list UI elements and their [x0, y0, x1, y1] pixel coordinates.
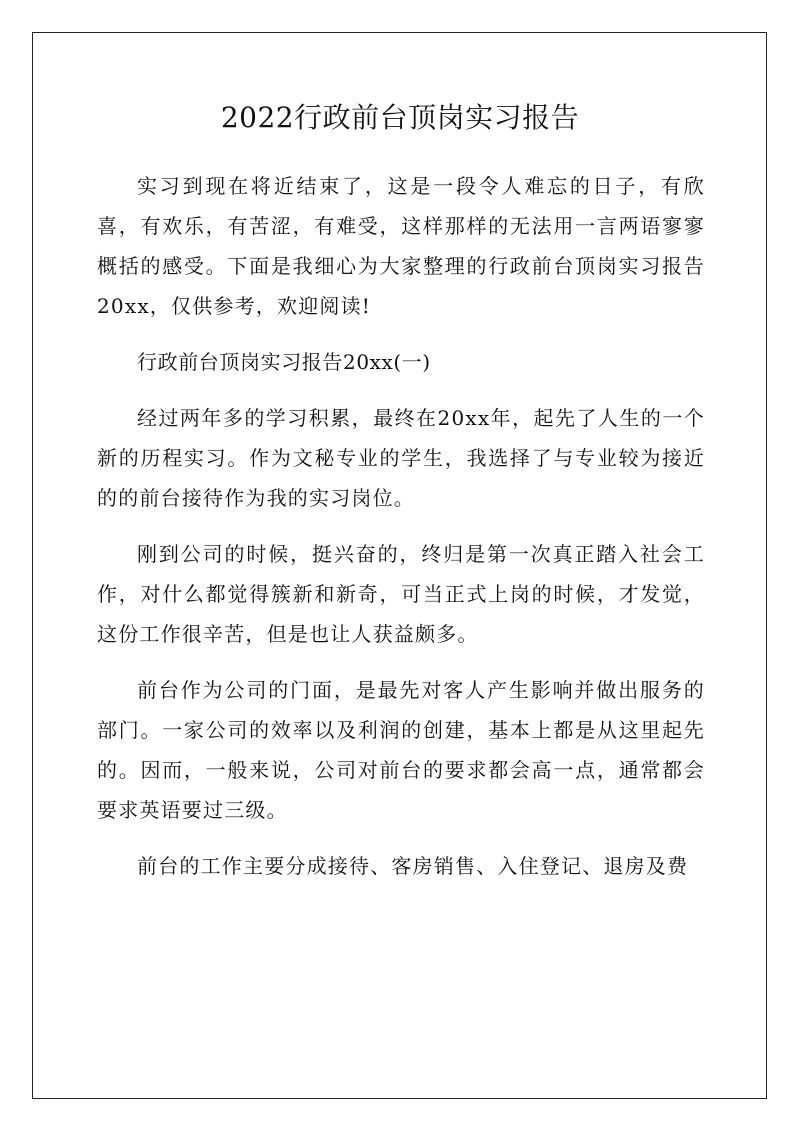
paragraph-intro: 实习到现在将近结束了，这是一段令人难忘的日子，有欣喜，有欢乐，有苦涩，有难受，这样那样的无法用一言两语寥寥概括的感受。下面是我细心为大家整理的行政前台顶岗实习报告20xx，仅供参考，欢迎阅读! [97, 174, 705, 318]
section-heading: 行政前台顶岗实习报告20xx(一) [137, 350, 431, 374]
document-body [97, 166, 705, 902]
paragraph-first-day: 刚到公司的时候，挺兴奋的，终归是第一次真正踏入社会工作，对什么都觉得簇新和新奇，可当正式上岗的时候，才发觉，这份工作很辛苦，但是也让人获益颇多。 [97, 542, 705, 646]
paragraph-front-desk-role: 前台作为公司的门面，是最先对客人产生影响并做出服务的部门。一家公司的效率以及利润的创建，基本上都是从这里起先的。因而，一般来说，公司对前台的要求都会高一点，通常都会要求英语要过三级。 [97, 678, 705, 822]
paragraph-duties: 前台的工作主要分成接待、客房销售、入住登记、退房及费 [137, 854, 689, 878]
paragraph-internship-start: 经过两年多的学习积累，最终在20xx年，起先了人生的一个新的历程实习。作为文秘专业的学生，我选择了与专业较为接近的的前台接待作为我的实习岗位。 [97, 406, 705, 510]
document-title: 2022行政前台顶岗实习报告 [220, 101, 580, 134]
